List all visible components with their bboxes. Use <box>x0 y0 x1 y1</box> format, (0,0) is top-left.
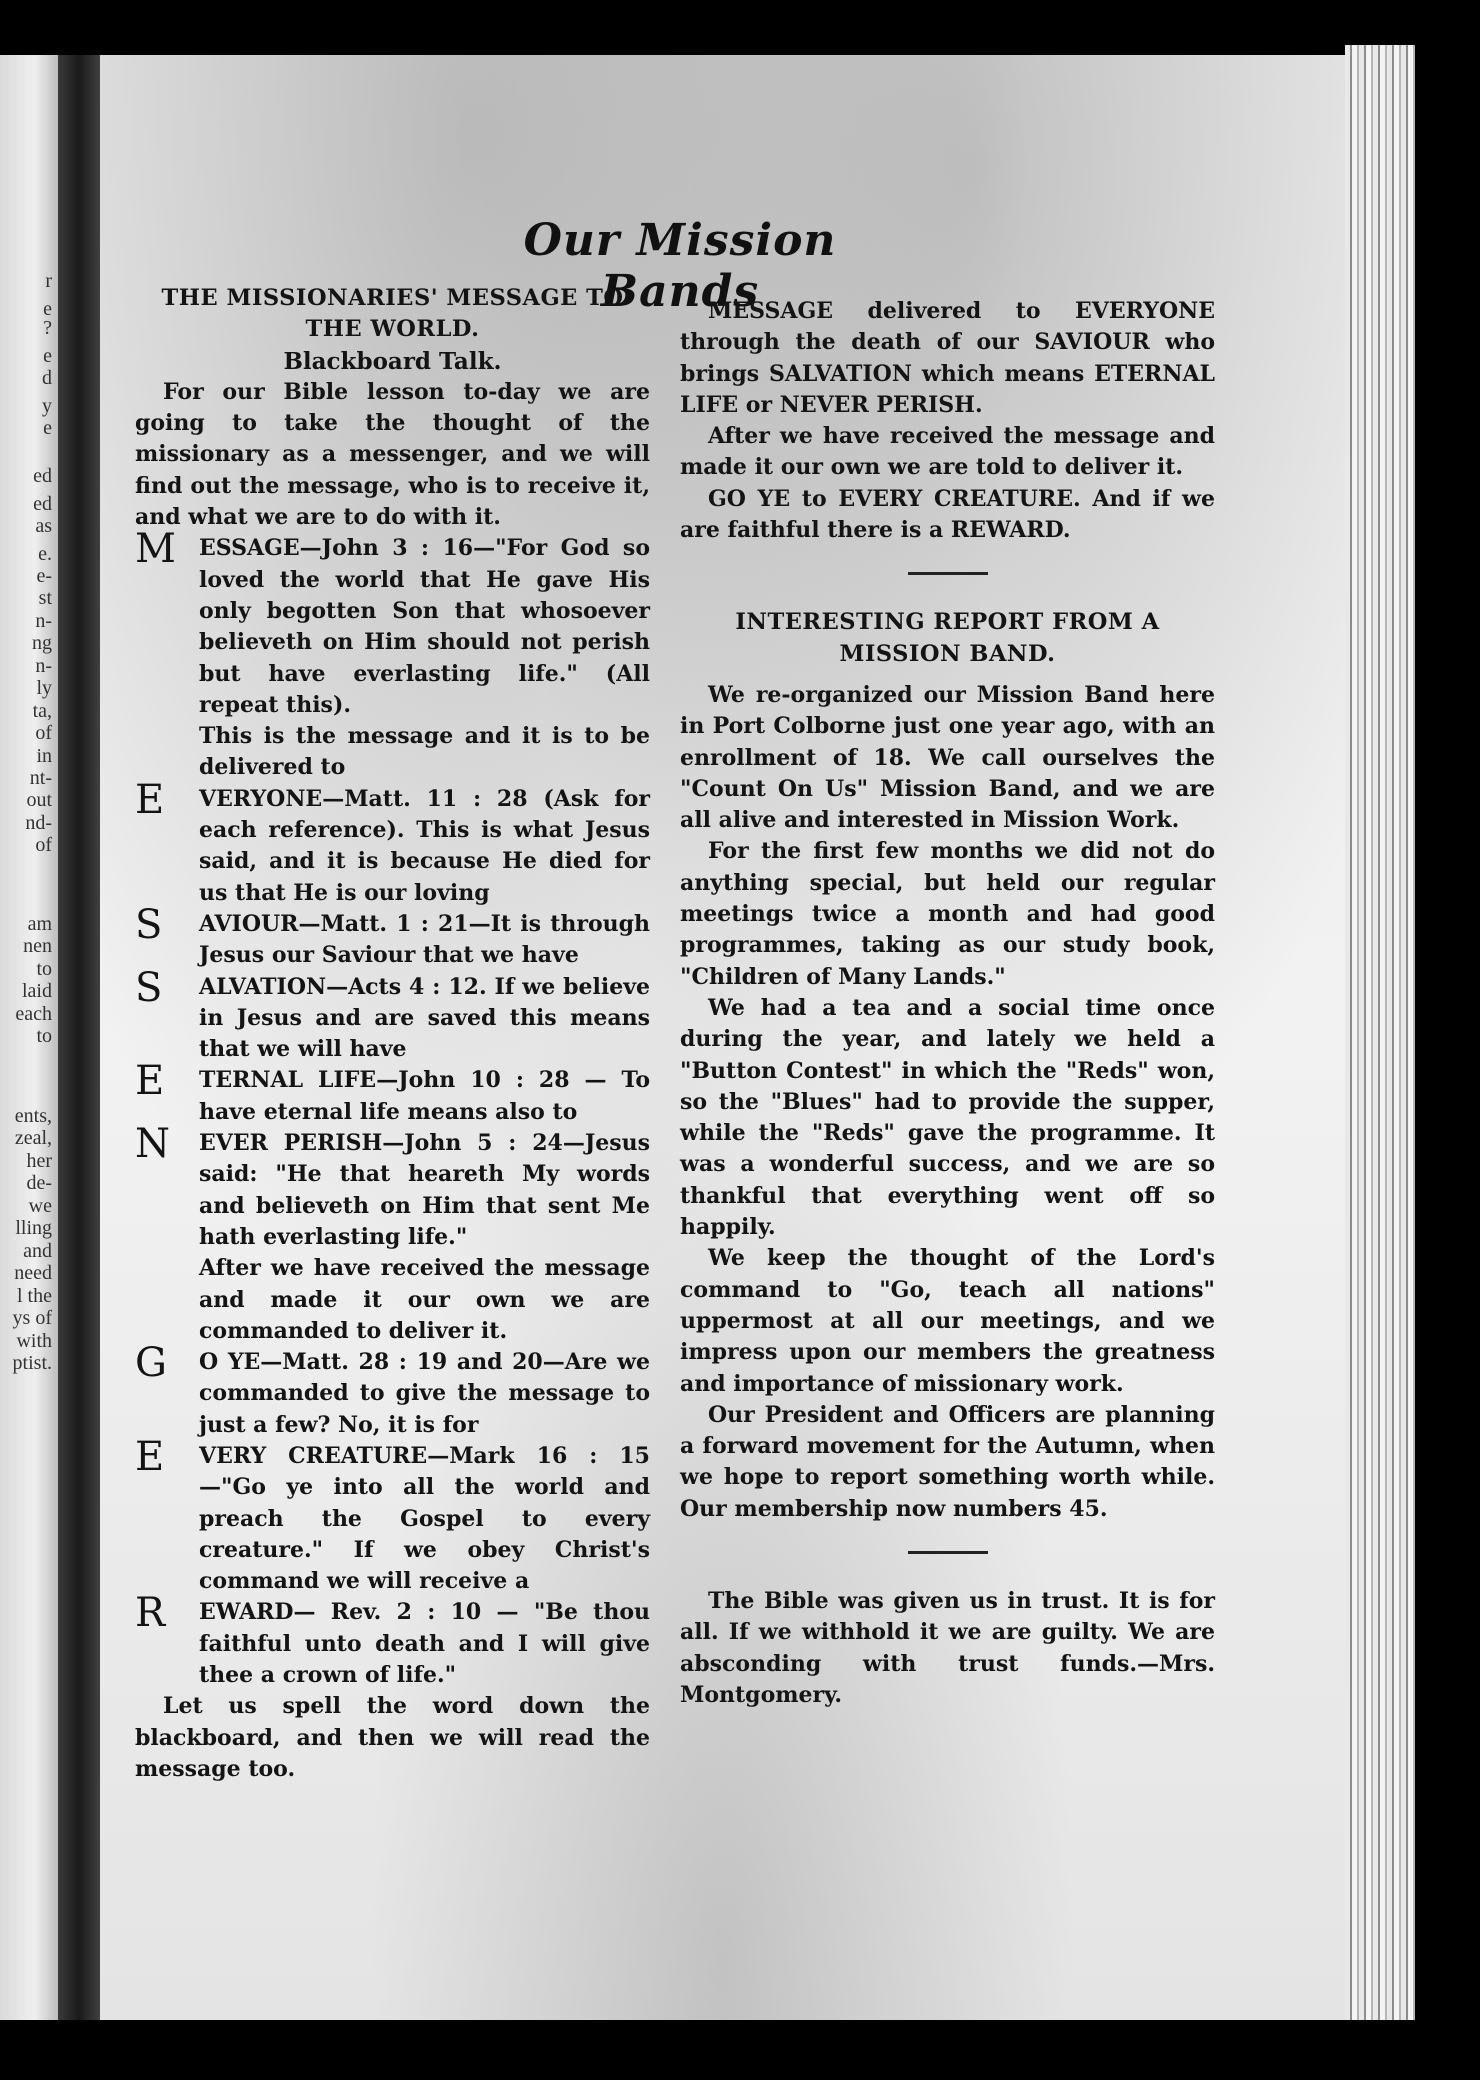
acrostic-letter: R <box>135 1590 166 1637</box>
adjacent-page-fragment: ed <box>33 465 52 487</box>
acrostic-letter: E <box>135 1433 165 1480</box>
acrostic-s1 <box>135 901 650 972</box>
acrostic-letter: E <box>135 776 165 823</box>
acrostic-e1 <box>135 776 650 909</box>
acrostic-letter: N <box>135 1121 170 1168</box>
acrostic-text: ALVATION—Acts 4 : 12. If we believe in Jesus and are saved this means that we will have <box>199 973 650 1063</box>
adjacent-page-fragment: r <box>45 270 52 292</box>
article-subtitle: Blackboard Talk. <box>283 347 502 375</box>
adjacent-page-fragment: ys of <box>12 1307 52 1329</box>
acrostic-letter: M <box>135 526 176 573</box>
adjacent-page-fragment: am <box>27 913 52 935</box>
adjacent-page-fragment: ng <box>32 632 52 654</box>
acrostic-text: After we have received the message and made it our own we are commanded to deliver it. <box>199 1255 650 1344</box>
acrostic-e3 <box>135 1433 650 1597</box>
adjacent-page-fragment: ptist. <box>12 1352 52 1374</box>
adjacent-page-fragment: each <box>15 1003 52 1025</box>
article-title-line2: THE WORLD. <box>305 316 480 343</box>
adjacent-page-fragment: st <box>38 587 52 609</box>
acrostic-g <box>135 1340 650 1441</box>
acrostic-text: O YE—Matt. 28 : 19 and 20—Are we commanded to give the message to just a few? No, it is for <box>199 1349 650 1438</box>
acrostic-text: EVER PERISH—John 5 : 24—Jesus said: "He that heareth My words and believeth on Him that sent Me hath everlasting life." <box>199 1130 650 1250</box>
left-column <box>135 283 650 1785</box>
adjacent-page-fragment: e- <box>36 565 52 587</box>
adjacent-page-fragment: n- <box>35 610 52 632</box>
right-column <box>680 296 1215 1711</box>
acrostic-letter: S <box>135 964 163 1011</box>
adjacent-page-fragment: e <box>43 417 52 439</box>
adjacent-page-fragment: ents, <box>14 1105 52 1127</box>
adjacent-page-fragment: n- <box>35 655 52 677</box>
adjacent-page-fragment: zeal, <box>14 1127 52 1149</box>
acrostic-letter: G <box>135 1340 167 1387</box>
adjacent-page-fragment: with <box>16 1330 52 1352</box>
adjacent-page-fragment: l the <box>17 1285 52 1307</box>
acrostic-text: This is the message and it is to be delivered to <box>199 723 650 781</box>
acrostic-letter: E <box>135 1058 165 1105</box>
acrostic-text: EWARD— Rev. 2 : 10 — "Be thou faithful unto death and I will give thee a crown of life." <box>199 1599 650 1689</box>
paragraph: After we have received the message and made it our own we are told to deliver it. <box>680 423 1215 481</box>
adjacent-page-fragment: e <box>43 298 52 320</box>
acrostic-text: AVIOUR—Matt. 1 : 21—It is through Jesus our Saviour that we have <box>199 910 650 969</box>
adjacent-page-fragment: e <box>43 345 52 367</box>
background-border <box>1415 0 1480 2080</box>
article-title: THE MISSIONARIES' MESSAGE TO <box>161 285 624 311</box>
book-gutter <box>58 55 100 2020</box>
masthead: Our Mission Bands <box>523 215 837 317</box>
intro-paragraph: For our Bible lesson to-day we are going to take the thought of the missionary as a messenger, and we will find out the message, who is to receive it, and what we are to do with it. <box>135 378 650 531</box>
adjacent-page-fragment: we <box>28 1195 52 1217</box>
acrostic-r <box>135 1590 650 1691</box>
report-paragraph: Our President and Officers are planning a forward movement for the Autumn, when we hope to report something worth while. Our membership now numbers 45. <box>680 1401 1215 1522</box>
adjacent-page-fragment: nen <box>23 935 52 957</box>
adjacent-page-fragment: of <box>35 834 52 856</box>
acrostic-text: TERNAL LIFE—John 10 : 28 — To have eternal life means also to <box>199 1067 650 1125</box>
adjacent-page-fragment: nt- <box>29 767 52 789</box>
adjacent-page-fragment: nd- <box>25 812 52 834</box>
adjacent-page-fragment: her <box>26 1150 52 1172</box>
acrostic-s2 <box>135 964 650 1066</box>
adjacent-page-fragment: to <box>36 1025 52 1047</box>
adjacent-page-fragment: out <box>26 789 52 811</box>
adjacent-page-fragment: need <box>14 1262 52 1284</box>
adjacent-page-fragment: of <box>35 722 52 744</box>
acrostic-e2 <box>135 1058 650 1128</box>
acrostic-text: ESSAGE—John 3 : 16—"For God so loved the world that He gave His only begotten Son that whosoever believeth on Him should not perish but have everlasting life." (All repeat this). <box>199 535 650 718</box>
report-paragraph: We had a tea and a social time once during the year, and lately we held a "Button Contest" in which the "Reds" won, so the "Blues" had to provide the supper, while the "Reds" gave the programme. It was a wonderful success, and we are so thankful that everything went off so happily. <box>680 994 1215 1241</box>
adjacent-page-fragment: to <box>36 958 52 980</box>
section-divider <box>908 572 988 575</box>
adjacent-page-fragment: as <box>35 515 52 537</box>
adjacent-page-fragment: in <box>36 745 52 767</box>
acrostic-text: VERY CREATURE—Mark 16 : 15—"Go ye into all the world and preach the Gospel to every creature." If we obey Christ's command we will receive a <box>199 1442 650 1595</box>
report-paragraph: For the first few months we did not do anything special, but held our regular meetings twice a month and had good programmes, taking as our study book, "Children of Many Lands." <box>680 838 1215 990</box>
acrostic-letter: S <box>135 901 163 948</box>
adjacent-page-fragment: de- <box>26 1172 52 1194</box>
report-paragraph: We re-organized our Mission Band here in Port Colborne just one year ago, with an enrollment of 18. We call ourselves the "Count On Us" Mission Band, and we are all alive and interested in Mission Work. <box>680 681 1215 834</box>
adjacent-page-fragment: lling <box>15 1217 52 1239</box>
closing-paragraph: Let us spell the word down the blackboard, and then we will read the message too. <box>135 1693 650 1782</box>
page-edges <box>1345 45 1415 2020</box>
adjacent-page-fragment: d <box>42 367 52 389</box>
quote-paragraph: The Bible was given us in trust. It is for all. If we withhold it we are guilty. We are absconding with trust funds.—Mrs. Montgomery. <box>680 1587 1215 1708</box>
adjacent-page-fragment: ed <box>33 493 52 515</box>
adjacent-page-fragment: laid <box>22 980 52 1002</box>
acrostic-m <box>135 526 650 783</box>
section-divider <box>908 1551 988 1554</box>
adjacent-page-fragment: e. <box>38 543 52 565</box>
adjacent-page-fragment: ? <box>43 317 52 339</box>
adjacent-page-fragment: y <box>42 395 52 417</box>
report-title: INTERESTING REPORT FROM A <box>735 609 1160 636</box>
adjacent-page-fragment: and <box>23 1240 52 1262</box>
adjacent-page-fragment: ta, <box>32 700 52 722</box>
adjacent-page-fragment: ly <box>36 677 52 699</box>
report-paragraph: We keep the thought of the Lord's command to "Go, teach all nations" uppermost at all our meetings, and we impress upon our members the greatness and importance of missionary work. <box>680 1245 1215 1397</box>
acrostic-text: VERYONE—Matt. 11 : 28 (Ask for each reference). This is what Jesus said, and it is because He died for us that He is our loving <box>199 785 650 906</box>
paragraph: MESSAGE delivered to EVERYONE through the death of our SAVIOUR who brings SALVATION which means ETERNAL LIFE or NEVER PERISH. <box>680 298 1215 418</box>
paragraph: GO YE to EVERY CREATURE. And if we are faithful there is a REWARD. <box>680 485 1215 544</box>
acrostic-n <box>135 1121 650 1347</box>
adjacent-page-margin <box>0 55 58 2020</box>
report-title-line2: MISSION BAND. <box>839 640 1056 667</box>
